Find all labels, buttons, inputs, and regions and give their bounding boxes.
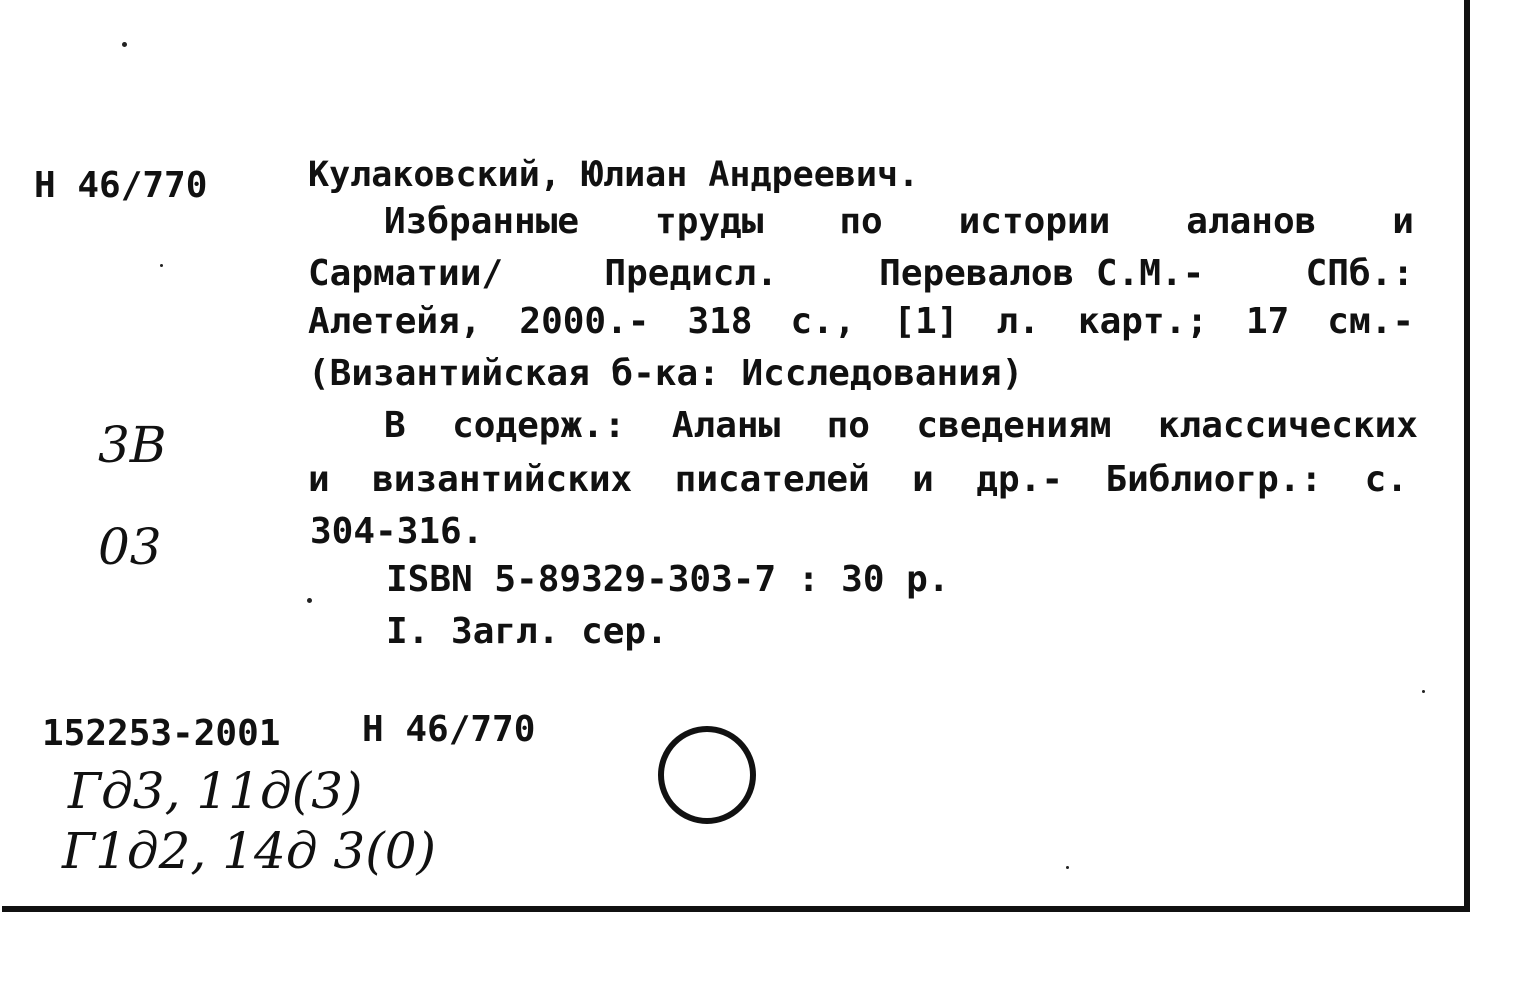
word: карт.;	[1077, 301, 1208, 342]
word: Библиогр.:	[1105, 459, 1323, 500]
word: аланов	[1186, 201, 1317, 242]
word: СПб.:	[1305, 253, 1414, 294]
word: сведениям	[916, 405, 1112, 446]
word: и	[308, 459, 330, 500]
word: Перевалов С.М.-	[879, 253, 1205, 294]
speck	[307, 598, 312, 603]
word: по	[839, 201, 883, 242]
word: 2000.-	[519, 301, 650, 342]
word: Сарматии/	[308, 253, 504, 294]
word: классических	[1157, 405, 1418, 446]
word: и	[912, 459, 934, 500]
contents-pages: 304-316.	[310, 511, 484, 552]
contents-line-2	[308, 459, 1408, 500]
word: по	[826, 405, 870, 446]
word: истории	[958, 201, 1111, 242]
call-number-bottom: Н 46/770	[362, 709, 536, 750]
author-heading: Кулаковский, Юлиан Андреевич.	[308, 155, 920, 195]
word: с.	[1364, 459, 1408, 500]
word: 318	[687, 301, 753, 342]
title-line-1	[384, 201, 1414, 242]
speck	[1066, 866, 1069, 869]
word: см.-	[1327, 301, 1414, 342]
series-statement: (Византийская б-ка: Исследования)	[308, 353, 1024, 394]
word: с.,	[790, 301, 856, 342]
word: писателей	[674, 459, 870, 500]
word: труды	[655, 201, 764, 242]
handwritten-shelf-note-2: Г1д2, 14д 3(0)	[62, 822, 437, 880]
imprint-line	[308, 301, 1414, 342]
card-punch-hole	[658, 726, 756, 824]
handwritten-margin-note-2: 03	[98, 518, 162, 576]
speck	[122, 42, 127, 47]
speck	[160, 264, 163, 267]
word: 17	[1245, 301, 1290, 342]
word: Предисл.	[604, 253, 778, 294]
handwritten-margin-note-1: 3В	[98, 416, 167, 474]
inventory-number: 152253-2001	[42, 713, 281, 754]
catalog-card	[2, 0, 1470, 912]
speck	[1422, 690, 1425, 693]
word: [1]	[893, 301, 959, 342]
word: Избранные	[384, 201, 580, 242]
word: В	[384, 405, 406, 446]
word: Аланы	[671, 405, 781, 446]
word: и	[1392, 201, 1414, 242]
word: л.	[996, 301, 1040, 342]
handwritten-shelf-note-1: Гд3, 11д(3)	[68, 762, 363, 820]
word: др.-	[976, 459, 1063, 500]
word: содерж.:	[452, 405, 626, 446]
contents-line-1	[384, 405, 1418, 446]
word: византийских	[372, 459, 633, 500]
call-number: Н 46/770	[34, 165, 208, 206]
isbn-line: ISBN 5-89329-303-7 : 30 р.	[386, 559, 950, 600]
title-line-2	[308, 253, 1414, 294]
added-entry: I. Загл. сер.	[386, 611, 668, 652]
word: Алетейя,	[308, 301, 482, 342]
